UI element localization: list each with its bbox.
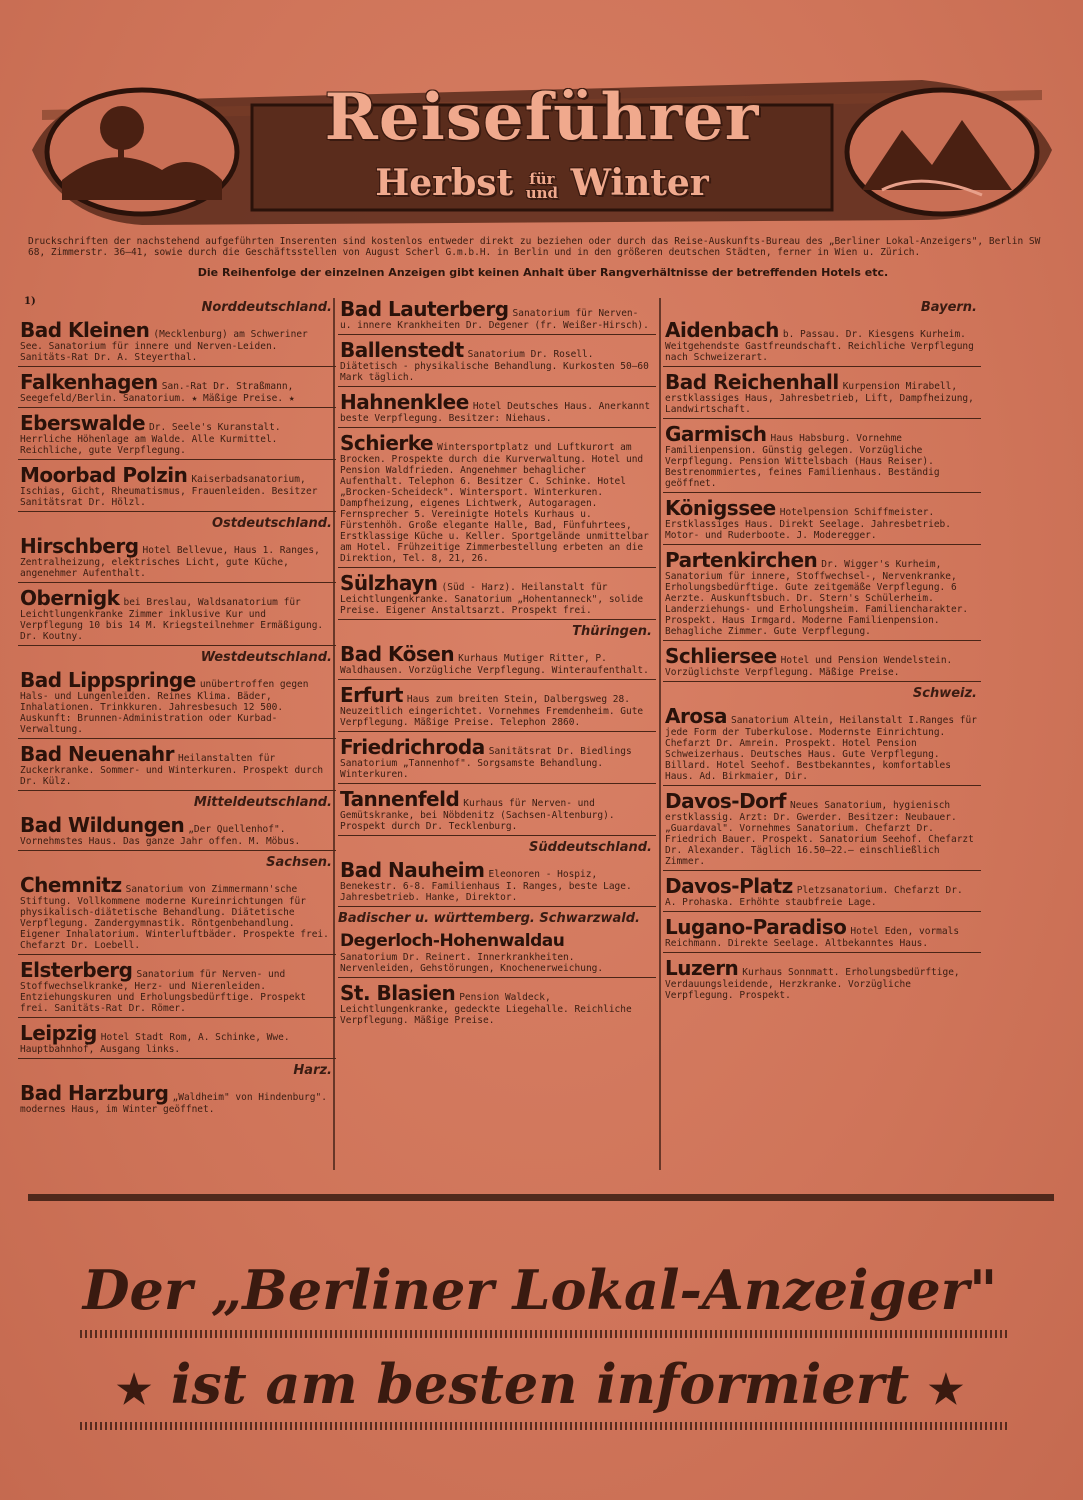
- listing-text: Sanatorium Altein, Heilanstalt I.Ranges für jede Form der Tuberkulose. Modernste Einrichtung. Chefarzt Dr. Amrein. Prospekt. Hotel Pension Schweizerhaus. Deutsches Haus. Gute Verpflegung. Billard. Hotel Seehof. Bestbekanntes, komfortables Haus. Ad. Birkmaier, Dir.: [665, 715, 977, 782]
- footer-divider: [28, 1194, 1054, 1201]
- star-icon: ★: [116, 1366, 153, 1413]
- listing-name: Bad Neuenahr: [20, 742, 174, 766]
- listing: [338, 296, 656, 335]
- listing: [18, 533, 336, 583]
- listing-text: Wintersportplatz und Luftkurort am Brocken. Prospekte durch die Kurverwaltung. Hotel und Pension Waldfrieden. Angenehmer behaglicher Aufenthalt. Telephon 6. Besitzer C. Schinke. Hotel „Brocken-Scheideck". Wintersport. Winterkuren. Dampfheizung, eigenes Lichtwerk, Autogaragen. Fernsprecher 5. Vereinigte Hotels Kurhaus u. Fürstenhöh. Große elegante Halle, Bad, Fünfuhrtees, Erstklassige Küche u. Keller. Sportgelände unmittelbar am Hotel. Frühzeitige Zimmerbestellung erbeten an die Direktion, Tel. 8, 21, 26.: [340, 442, 649, 564]
- listing-text: Sanatorium Dr. Reinert. Innerkrankheiten. Nervenleiden, Gehstörungen, Knochenerweichung.: [340, 952, 604, 974]
- listing-name: Tannenfeld: [340, 787, 460, 811]
- listing-text: Sanatorium für Nerven- und Stoffwechselkranke, Herz- und Nierenleiden. Entziehungskuren und Erholungsbedürftige. Prospekt frei. Sanitäts-Rat Dr. Römer.: [20, 969, 306, 1014]
- listing-text: Hotel Eden, vormals Reichmann. Direkte Seelage. Altbekanntes Haus.: [665, 926, 960, 949]
- listing-text: „Waldheim" von Hindenburg". modernes Haus, im Winter geöffnet.: [20, 1092, 327, 1115]
- listing-name: Bad Kleinen: [20, 318, 150, 342]
- listing: [18, 812, 336, 851]
- region-heading: Badischer u. württemberg. Schwarzwald.: [338, 911, 640, 926]
- listing-text: b. Passau. Dr. Kiesgens Kurheim. Weitgehendste Gastfreundschaft. Reichliche Verpflegung nach Schweizerart.: [665, 329, 974, 363]
- subtitle-mid: [526, 172, 558, 200]
- listing: [338, 980, 656, 1029]
- listing-text: Kurpension Mirabell, erstklassiges Haus, Jahresbetrieb, Lift, Dampfheizung, Landwirtschaft.: [665, 381, 974, 415]
- listing-name: Bad Harzburg: [20, 1081, 169, 1105]
- listing-name: St. Blasien: [340, 981, 456, 1005]
- listing-name: Obernigk: [20, 586, 120, 610]
- listing: [338, 641, 656, 680]
- star-icon: ★: [927, 1366, 964, 1413]
- listing-text: Eleonoren - Hospiz, Benekestr. 6-8. Familienhaus I. Ranges, beste Lage. Jahresbetrieb. Hanke, Direktor.: [340, 869, 632, 903]
- listing-text: Heilanstalten für Zuckerkranke. Sommer- und Winterkuren. Prospekt durch Dr. Külz.: [20, 753, 324, 787]
- listing-text: Sanitätsrat Dr. Biedlings Sanatorium „Tannenhof". Sorgsamste Behandlung. Winterkuren.: [340, 746, 632, 780]
- listing-name: Bad Kösen: [340, 642, 455, 666]
- listing: [663, 317, 981, 367]
- decorative-band: [80, 1422, 1010, 1430]
- listing-text: Pension Waldeck, Leichtlungenkranke, gedeckte Liegehalle. Reichliche Verpflegung. Mäßige Preise.: [340, 992, 632, 1026]
- listing-name: Schliersee: [665, 644, 777, 668]
- listing-text: Hotel und Pension Wendelstein. Vorzüglichste Verpflegung. Mäßige Preise.: [665, 655, 953, 678]
- region-heading: Schweiz.: [912, 686, 977, 701]
- listing-name: Sülzhayn: [340, 571, 438, 595]
- subtitle-mid-bottom: und: [525, 184, 559, 202]
- listing-name: Bad Nauheim: [340, 858, 485, 882]
- listing: [18, 410, 336, 460]
- region-heading: Thüringen.: [572, 624, 652, 639]
- listing-name: Degerloch-Hohenwaldau: [340, 931, 565, 951]
- subtitle-mid-top: für: [529, 170, 555, 188]
- listing-name: Schierke: [340, 431, 434, 455]
- listing: [663, 914, 981, 953]
- footnote-marker: 1): [24, 296, 36, 307]
- listing: [18, 957, 336, 1018]
- column-3: [663, 296, 981, 1006]
- listing: [338, 857, 656, 907]
- listing-text: Neues Sanatorium, hygienisch erstklassig. Arzt: Dr. Gwerder. Besitzer: Neubauer. „Guardaval". Vornehmes Sanatorium. Chefarzt Dr. Friedrich Bauer. Prospekt. Sanatorium Seehof. Chefarzt Dr. Alexander. Täglich 16.50—22.— einschließlich Zimmer.: [665, 800, 974, 867]
- listing-text: Haus Habsburg. Vornehme Familienpension. Günstig gelegen. Vorzügliche Verpflegung. Pension Wittelsbach (Haus Reiser). Bestrenommiertes, feines Familienhaus. Beständig geöffnet.: [665, 433, 940, 489]
- listing: [663, 547, 981, 641]
- listing-name: Bad Lauterberg: [340, 297, 509, 321]
- listing: [663, 873, 981, 912]
- column-1: [18, 296, 336, 1120]
- slogan-line-1: Der „Berliner Lokal-Anzeiger": [82, 1258, 998, 1322]
- listing-text: Sanatorium von Zimmermann'sche Stiftung. Vollkommene moderne Kureinrichtungen für physikalisch-diätetische Behandlung. Diätetische Verpflegung. Zandergymnastik. Röntgenbehandlung. Eigener Inhalatorium. Winterluftbäder. Prospekte frei. Chefarzt Dr. Loebell.: [20, 884, 329, 951]
- listing-text: Kurhaus Mutiger Ritter, P. Waldhausen. Vorzügliche Verpflegung. Winteraufenthalt.: [340, 653, 649, 676]
- listing-name: Leipzig: [20, 1021, 97, 1045]
- listing: [18, 872, 336, 955]
- masthead: [22, 70, 1062, 230]
- listing: [663, 643, 981, 682]
- listing: [663, 369, 981, 419]
- listing: [338, 337, 656, 387]
- listing: [338, 928, 656, 978]
- listing-name: Moorbad Polzin: [20, 463, 188, 487]
- column-2: [338, 296, 656, 1031]
- subtitle-right: Winter: [570, 162, 709, 204]
- listing: [18, 667, 336, 739]
- listing: [663, 495, 981, 545]
- listing-text: Dr. Wigger's Kurheim, Sanatorium für innere, Stoffwechsel-, Nervenkranke, Erholungsbedürftige. Gute zeitgemäße Verpflegung. 6 Aerzte. Auskunftsbuch. Dr. Stern's Schülerheim. Landerziehungs- und Erholungsheim. Familiencharakter. Prospekt. Haus Irmgard. Moderne Familienpension. Behagliche Zimmer. Gute Verpflegung.: [665, 559, 969, 637]
- listing-text: (Süd - Harz). Heilanstalt für Leichtlungenkranke. Sanatorium „Hohentanneck", solide Preise. Eigener Anstaltsarzt. Prospekt frei.: [340, 582, 644, 616]
- listing-text: bei Breslau, Waldsanatorium für Leichtlungenkranke Zimmer inklusive Kur und Verpflegung 10 bis 14 M. Kriegsteilnehmer Ermäßigung. Dr. Koutny.: [20, 597, 324, 642]
- listing-text: Pletzsanatorium. Chefarzt Dr. A. Prohaska. Erhöhte staubfreie Lage.: [665, 885, 963, 908]
- listing-name: Elsterberg: [20, 958, 133, 982]
- listing-name: Davos-Dorf: [665, 789, 786, 813]
- listing-name: Luzern: [665, 956, 739, 980]
- listing: [338, 786, 656, 836]
- subtitle-left: Herbst: [375, 162, 514, 204]
- listing: [663, 703, 981, 786]
- listing-text: Haus zum breiten Stein, Dalbergsweg 28. Neuzeitlich eingerichtet. Vornehmes Fremdenheim. Gute Verpflegung. Mäßige Preise. Telephon 2860.: [340, 694, 644, 728]
- listing-name: Eberswalde: [20, 411, 146, 435]
- region-heading: Harz.: [293, 1063, 332, 1078]
- listing-text: Hotel Stadt Rom, A. Schinke, Wwe. Hauptbahnhof, Ausgang links.: [20, 1032, 290, 1055]
- listing-name: Königssee: [665, 496, 776, 520]
- listing: [18, 1020, 336, 1059]
- listing: [663, 788, 981, 871]
- listing-name: Lugano-Paradiso: [665, 915, 847, 939]
- masthead-title: Reiseführer: [324, 80, 760, 155]
- listing-text: Kaiserbadsanatorium, Ischias, Gicht, Rheumatismus, Frauenleiden. Besitzer Sanitätsrat Dr. Hölzl.: [20, 474, 318, 508]
- listing: [338, 682, 656, 732]
- listing-name: Friedrichroda: [340, 735, 485, 759]
- region-heading: Norddeutschland.: [201, 300, 332, 315]
- listing-text: Dr. Seele's Kuranstalt. Herrliche Höhenlage am Walde. Alle Kurmittel. Reichliche, gute Verpflegung.: [20, 422, 281, 456]
- listing-name: Hirschberg: [20, 534, 139, 558]
- listing: [338, 389, 656, 428]
- listing-text: Kurhaus für Nerven- und Gemütskranke, bei Nöbdenitz (Sachsen-Altenburg). Prospekt durch Dr. Tecklenburg.: [340, 798, 615, 832]
- region-heading: Sachsen.: [266, 855, 332, 870]
- decorative-band: [80, 1330, 1010, 1338]
- listing: [18, 462, 336, 512]
- listing-name: Partenkirchen: [665, 548, 818, 572]
- region-heading: Ostdeutschland.: [211, 516, 332, 531]
- listing-text: Sanatorium für Nerven- u. innere Krankheiten Dr. Degener (fr. Weißer-Hirsch).: [340, 308, 649, 331]
- listing-name: Bad Wildungen: [20, 813, 185, 837]
- listing: [18, 369, 336, 408]
- listing-name: Arosa: [665, 704, 727, 728]
- listing-text: Kurhaus Sonnmatt. Erholungsbedürftige, Verdauungsleidende, Herzkranke. Vorzügliche Verpflegung. Prospekt.: [665, 967, 960, 1001]
- listing-name: Bad Reichenhall: [665, 370, 839, 394]
- listing-name: Hahnenklee: [340, 390, 469, 414]
- listing-name: Bad Lippspringe: [20, 668, 196, 692]
- listing-name: Aidenbach: [665, 318, 779, 342]
- listing-text: „Der Quellenhof". Vornehmstes Haus. Das ganze Jahr offen. M. Möbus.: [20, 824, 301, 847]
- listing: [338, 570, 656, 620]
- listing: [338, 734, 656, 784]
- column-divider: [659, 298, 661, 1170]
- listing-name: Falkenhagen: [20, 370, 158, 394]
- masthead-subtitle: [252, 162, 832, 204]
- listing: [663, 421, 981, 493]
- intro-text: Druckschriften der nachstehend aufgeführten Inserenten sind kostenlos entweder direkt zu beziehen oder durch das Reise-Auskunfts-Bureau des „Berliner Lokal-Anzeigers", Berlin SW 68, Zimmerstr. 36—41, sowie durch die Geschäftsstellen von August Scherl G.m.b.H. in Berlin und in den größeren deutschen Städten, ferner in Wien u. Zürich.: [28, 236, 1041, 258]
- listing-text: unübertroffen gegen Hals- und Lungenleiden. Reines Klima. Bäder, Inhalationen. Trinkkuren. Jahresbesuch 12 500. Auskunft: Brunnen-Administration oder Kurbad-Verwaltung.: [20, 679, 309, 735]
- listing-name: Erfurt: [340, 683, 403, 707]
- listing-text: Hotel Bellevue, Haus 1. Ranges, Zentralheizung, elektrisches Licht, gute Küche, angenehmer Aufenthalt.: [20, 545, 320, 579]
- listing-text: (Mecklenburg) am Schweriner See. Sanatorium für innere und Nerven-Leiden. Sanitäts-Rat Dr. A. Steyerthal.: [20, 329, 308, 363]
- listing-name: Ballenstedt: [340, 338, 464, 362]
- listing-text: Hotel Deutsches Haus. Anerkannt beste Verpflegung. Besitzer: Niehaus.: [340, 401, 651, 424]
- slogan-line-2: [30, 1352, 1050, 1416]
- region-heading: Westdeutschland.: [200, 650, 332, 665]
- listing-text: Hotelpension Schiffmeister. Erstklassiges Haus. Direkt Seelage. Jahresbetrieb. Motor- und Ruderboote. J. Moderegger.: [665, 507, 951, 541]
- slogan-line-2-text: ist am besten informiert: [170, 1352, 910, 1416]
- listing-text: San.-Rat Dr. Straßmann, Seegefeld/Berlin. Sanatorium. ★ Mäßige Preise. ★: [20, 381, 295, 404]
- listing: [18, 741, 336, 791]
- listing: [663, 955, 981, 1004]
- region-heading: Bayern.: [920, 300, 977, 315]
- listing-name: Chemnitz: [20, 873, 122, 897]
- listing-name: Garmisch: [665, 422, 767, 446]
- region-heading: Süddeutschland.: [529, 840, 652, 855]
- ranking-notice: Die Reihenfolge der einzelnen Anzeigen gibt keinen Anhalt über Rangverhältnisse der betreffenden Hotels etc.: [197, 266, 889, 279]
- listing: [338, 430, 656, 568]
- listing: [18, 585, 336, 646]
- region-heading: Mitteldeutschland.: [193, 795, 332, 810]
- listing-text: Sanatorium Dr. Rosell. Diätetisch - physikalische Behandlung. Kurkosten 50—60 Mark täglich.: [340, 349, 649, 383]
- listing-name: Davos-Platz: [665, 874, 793, 898]
- listing: [18, 1080, 336, 1118]
- listing: [18, 317, 336, 367]
